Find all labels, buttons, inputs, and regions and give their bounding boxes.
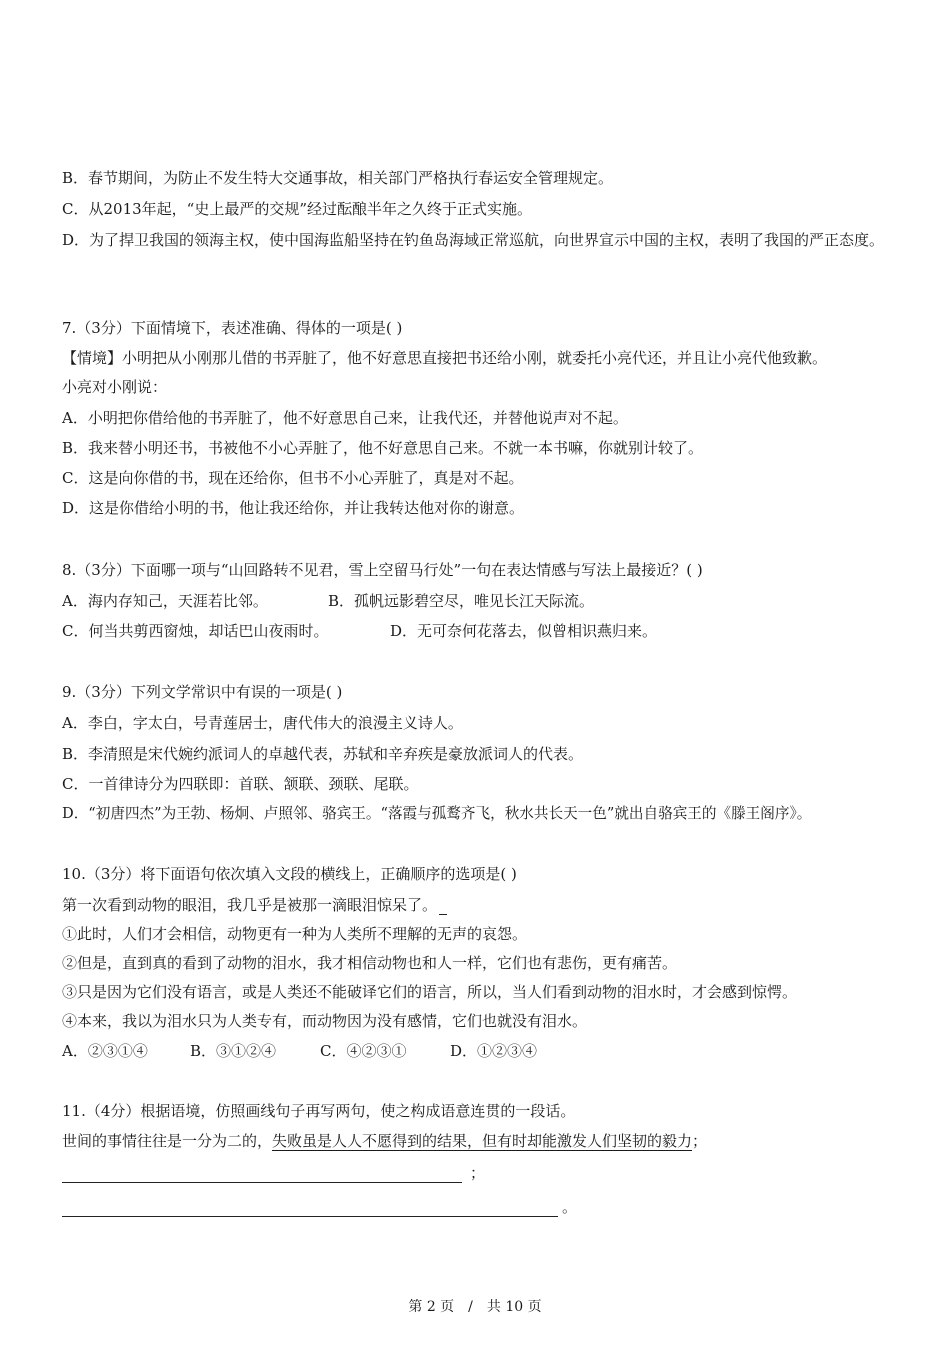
q8-option-a: A．海内存知己，天涯若比邻。 — [62, 592, 268, 610]
q10-option-d: D．①②③④ — [450, 1042, 538, 1060]
q10-sentence-2: ②但是，直到真的看到了动物的泪水，我才相信动物也和人一样，它们也有悲伤，更有痛苦。 — [62, 954, 678, 972]
page-footer: 第 2 页 / 共 10 页 — [408, 1299, 542, 1315]
q11-context — [62, 1131, 707, 1151]
q10-sentence-3: ③只是因为它们没有语言，或是人类还不能破译它们的语言，所以，当人们看到动物的泪水时，才会感到惊愕。 — [62, 983, 798, 1001]
q6-option-c: C．从2013年起，“史上最严的交规”经过酝酿半年之久终于正式实施。 — [62, 200, 532, 218]
q9-option-c: C．一首律诗分为四联即：首联、颔联、颈联、尾联。 — [62, 775, 419, 793]
q8-option-c: C．何当共剪西窗烛，却话巴山夜雨时。 — [62, 622, 329, 640]
q8-option-b: B．孤帆远影碧空尽，唯见长江天际流。 — [328, 592, 595, 610]
q10-option-c: C．④②③① — [320, 1042, 407, 1060]
q10-passage — [62, 895, 447, 915]
q7-stem: 7.（3分）下面情境下，表述准确、得体的一项是( ) — [62, 319, 403, 337]
q10-fill-blank[interactable] — [439, 898, 447, 915]
q6-option-d: D．为了捍卫我国的领海主权，使中国海监船坚持在钓鱼岛海域正常巡航，向世界宣示中国的主权，表明了我国的严正态度。 — [62, 231, 885, 249]
q11-stem: 11.（4分）根据语境，仿照画线句子再写两句，使之构成语意连贯的一段话。 — [62, 1102, 576, 1120]
q11-underlined-sentence: 失败虽是人人不愿得到的结果，但有时却能激发人们坚韧的毅力 — [272, 1132, 693, 1150]
q7-lead: 小亮对小刚说： — [62, 378, 168, 396]
q10-stem: 10.（3分）将下面语句依次填入文段的横线上，正确顺序的选项是( ) — [62, 865, 517, 883]
q9-option-a: A．李白，字太白，号青莲居士，唐代伟大的浪漫主义诗人。 — [62, 714, 463, 732]
q10-option-a: A．②③①④ — [62, 1042, 148, 1060]
q11-answer-end-1: ； — [470, 1164, 486, 1182]
q7-context: 【情境】小明把从小刚那儿借的书弄脏了，他不好意思直接把书还给小刚，就委托小亮代还，并且让小亮代他致歉。 — [62, 349, 828, 367]
q9-option-d: D．“初唐四杰”为王勃、杨炯、卢照邻、骆宾王。“落霞与孤鹜齐飞，秋水共长天一色”就出自骆宾王的《滕王阁序》。 — [62, 805, 812, 822]
q11-answer-blank-2[interactable] — [62, 1200, 558, 1217]
q7-option-c: C．这是向你借的书，现在还给你，但书不小心弄脏了，真是对不起。 — [62, 469, 524, 487]
q6-option-b: B．春节期间，为防止不发生特大交通事故，相关部门严格执行春运安全管理规定。 — [62, 169, 614, 187]
q11-answer-line-2 — [62, 1197, 577, 1217]
q11-answer-blank-1[interactable] — [62, 1166, 462, 1183]
q9-option-b: B．李清照是宋代婉约派词人的卓越代表，苏轼和辛弃疾是豪放派词人的代表。 — [62, 745, 584, 763]
q11-context-lead: 世间的事情往往是一分为二的， — [62, 1132, 273, 1150]
q10-option-b: B．③①②④ — [190, 1042, 277, 1060]
q10-passage-text: 第一次看到动物的眼泪，我几乎是被那一滴眼泪惊呆了。 — [62, 896, 438, 914]
q9-stem: 9.（3分）下列文学常识中有误的一项是( ) — [62, 683, 343, 701]
q8-stem: 8.（3分）下面哪一项与“山回路转不见君，雪上空留马行处”一句在表达情感与写法上最接近？( ) — [62, 561, 703, 579]
q11-answer-end-2: 。 — [562, 1198, 578, 1216]
q11-context-tail: ； — [692, 1132, 708, 1150]
q7-option-a: A．小明把你借给他的书弄脏了，他不好意思自己来，让我代还，并替他说声对不起。 — [62, 409, 628, 427]
q7-option-d: D．这是你借给小明的书，他让我还给你，并让我转达他对你的谢意。 — [62, 499, 525, 517]
q10-sentence-1: ①此时，人们才会相信，动物更有一种为人类所不理解的无声的哀怨。 — [62, 925, 528, 943]
q10-sentence-4: ④本来，我以为泪水只为人类专有，而动物因为没有感情，它们也就没有泪水。 — [62, 1012, 588, 1030]
q11-answer-line-1 — [62, 1163, 485, 1183]
q7-option-b: B．我来替小明还书，书被他不小心弄脏了，他不好意思自己来。不就一本书嘛，你就别计较了。 — [62, 439, 704, 457]
q8-option-d: D．无可奈何花落去，似曾相识燕归来。 — [390, 622, 658, 640]
